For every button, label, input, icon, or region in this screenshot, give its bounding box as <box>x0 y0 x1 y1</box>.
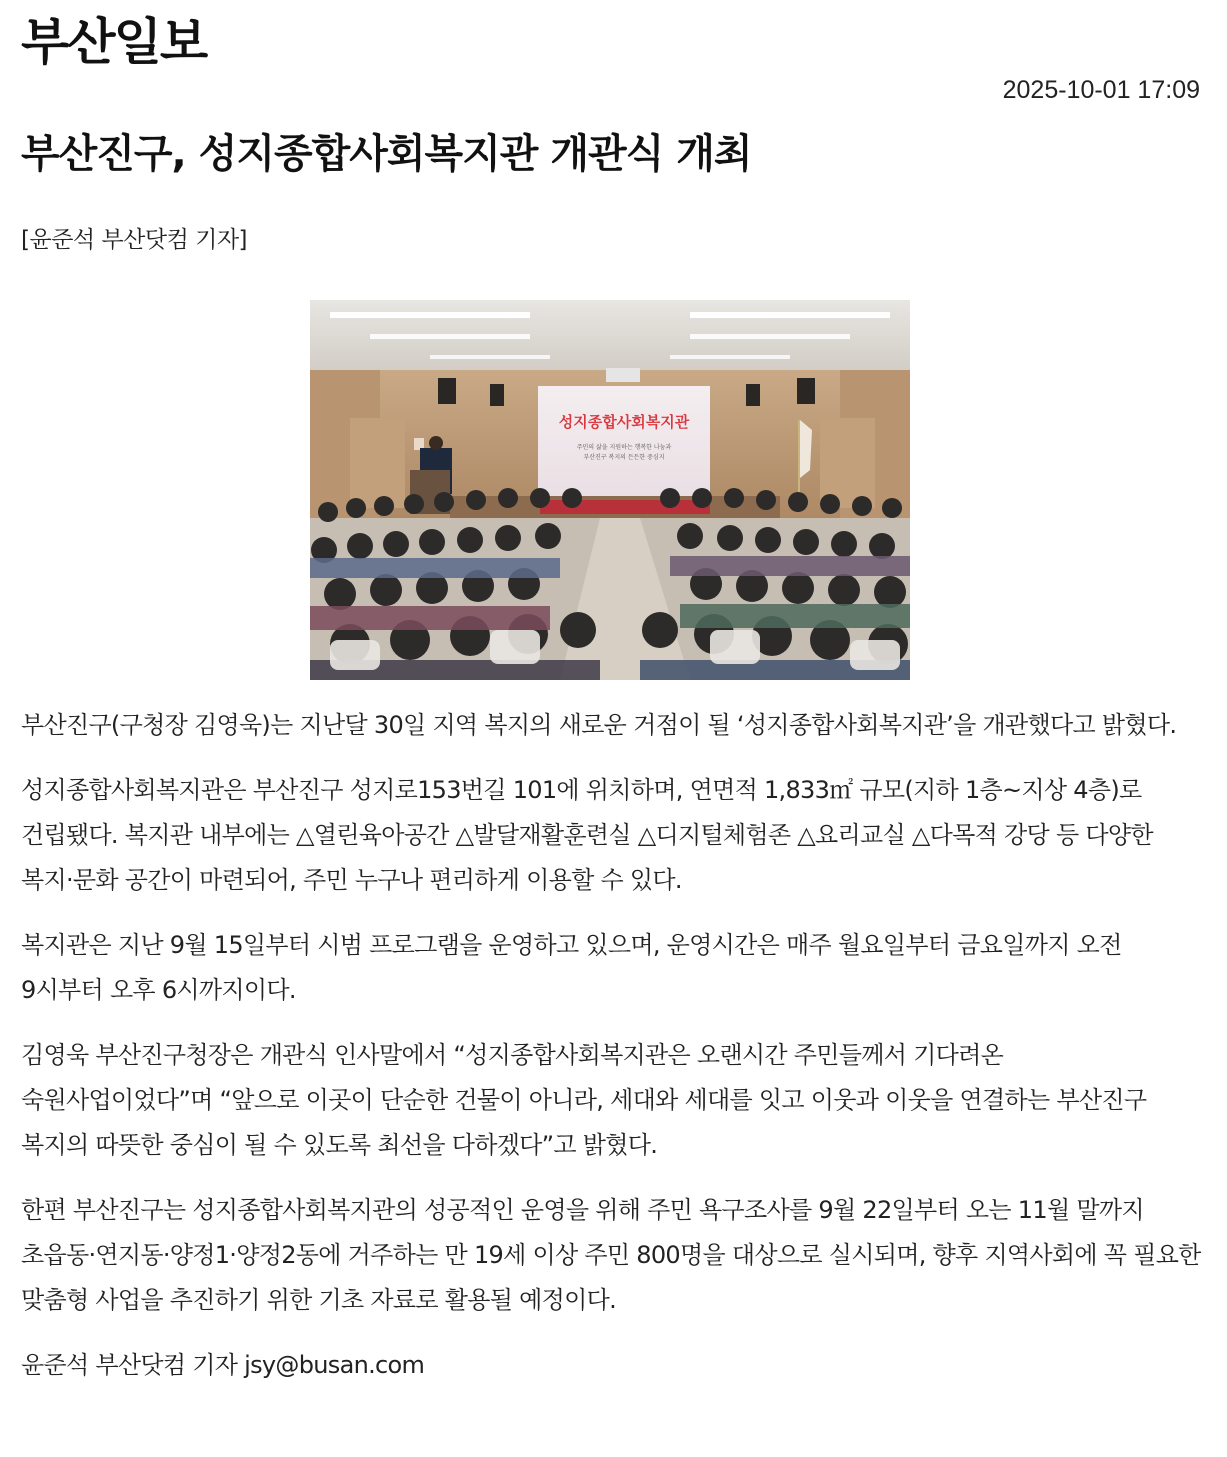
article-paragraph: 부산진구(구청장 김영욱)는 지난달 30일 지역 복지의 새로운 거점이 될 ‘성지종합사회복지관’을 개관했다고 밝혔다. <box>21 711 1177 739</box>
article-paragraph: 성지종합사회복지관은 부산진구 성지로153번길 101에 위치하며, 연면적 1,833㎡ 규모(지하 1층~지상 4층)로 건립됐다. 복지관 내부에는 △열린육아공간 △발달재활훈련실 △디지털체험존 △요리교실 △다목적 강당 등 다양한 복지·문화 공간이 마련되어, 주민 누구나 편리하게 이용할 수 있다. <box>21 776 1153 894</box>
screen-title: 성지종합사회복지관 <box>558 413 690 431</box>
reporter-signature: 윤준석 부산닷컴 기자 jsy@busan.com <box>21 1351 425 1379</box>
site-logo[interactable]: 부산일보 <box>21 13 207 71</box>
article-paragraph: 김영욱 부산진구청장은 개관식 인사말에서 “성지종합사회복지관은 오랜시간 주민들께서 기다려온 숙원사업이었다”며 “앞으로 이곳이 단순한 건물이 아니라, 세대와 세대를 잇고 이웃과 이웃을 연결하는 부산진구 복지의 따뜻한 중심이 될 수 있도록 최선을 다하겠다”고 밝혔다. <box>21 1041 1147 1159</box>
article-photo <box>310 300 910 680</box>
auditorium-illustration <box>310 300 910 680</box>
article-datetime: 2025-10-01 17:09 <box>1002 76 1200 104</box>
article-title: 부산진구, 성지종합사회복지관 개관식 개최 <box>21 131 752 177</box>
article-byline: [윤준석 부산닷컴 기자] <box>21 227 248 253</box>
article-body <box>21 703 1201 1408</box>
article-paragraph: 복지관은 지난 9월 15일부터 시범 프로그램을 운영하고 있으며, 운영시간은 매주 월요일부터 금요일까지 오전 9시부터 오후 6시까지이다. <box>21 931 1122 1004</box>
article-paragraph: 한편 부산진구는 성지종합사회복지관의 성공적인 운영을 위해 주민 욕구조사를 9월 22일부터 오는 11월 말까지 초읍동·연지동·양정1·양정2동에 거주하는 만 19세 이상 주민 800명을 대상으로 실시되며, 향후 지역사회에 꼭 필요한 맞춤형 사업을 추진하기 위한 기초 자료로 활용될 예정이다. <box>21 1196 1201 1314</box>
screen-line-1: 주민의 삶을 지원하는 행복한 나눔과 <box>576 444 672 451</box>
screen-line-2: 부산진구 복지의 든든한 중심지 <box>583 454 665 461</box>
